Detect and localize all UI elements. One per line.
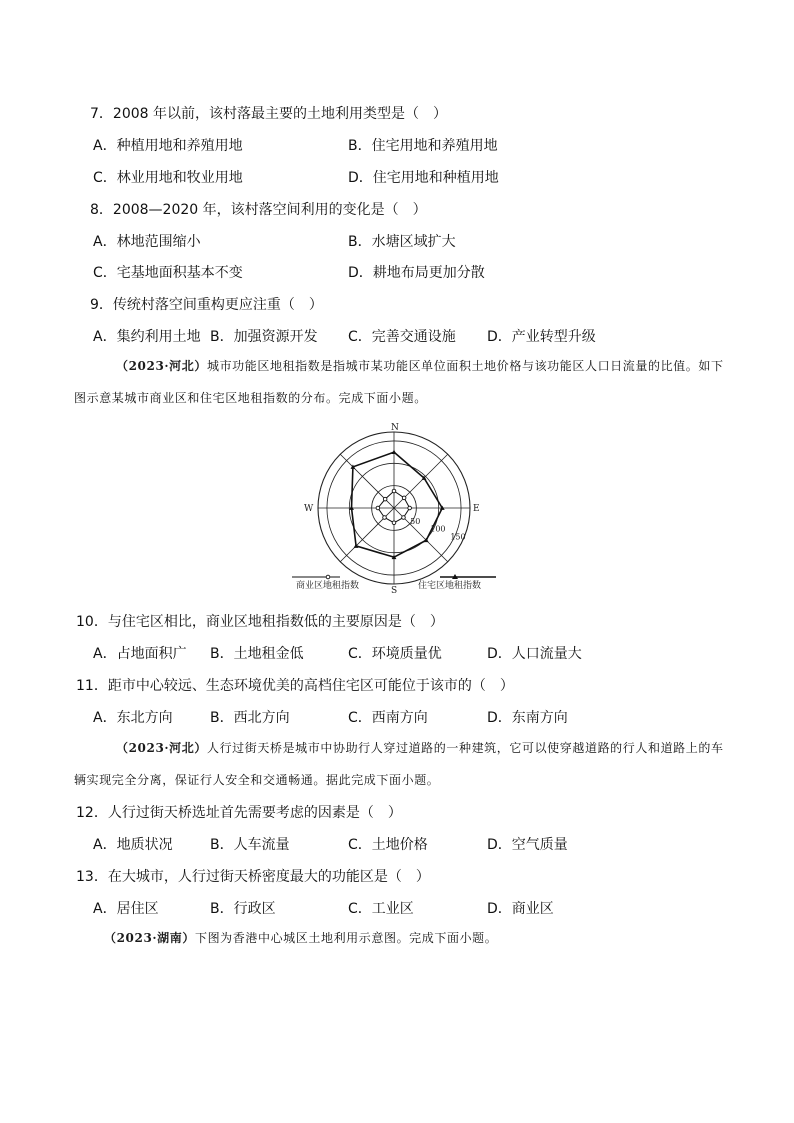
- q13-option-c[interactable]: C．工业区: [348, 901, 414, 917]
- intro-3-source: （2023·湖南）: [104, 931, 195, 945]
- radar-direction-n: N: [391, 423, 399, 433]
- q13-option-a[interactable]: A．居住区: [93, 901, 159, 917]
- question-9-stem: 9．传统村落空间重构更应注重（ ）: [90, 297, 323, 313]
- q7-option-b[interactable]: B．住宅用地和养殖用地: [348, 138, 498, 154]
- question-12-stem: 12．人行过街天桥选址首先需要考虑的因素是（ ）: [76, 805, 402, 821]
- q13-option-d[interactable]: D．商业区: [487, 901, 554, 917]
- q10-option-a[interactable]: A．占地面积广: [93, 646, 187, 662]
- q13-option-b[interactable]: B．行政区: [210, 901, 276, 917]
- material-intro-1: [74, 350, 724, 414]
- radar-ring-label-100: 100: [430, 524, 446, 534]
- intro-1-source: （2023·河北）: [116, 359, 207, 373]
- series-1-point-ne: [402, 496, 406, 500]
- q11-option-c[interactable]: C．西南方向: [348, 710, 428, 726]
- q11-option-b[interactable]: B．西北方向: [210, 710, 290, 726]
- q9-option-a[interactable]: A．集约利用土地: [93, 329, 201, 345]
- radar-direction-e: E: [473, 504, 480, 514]
- q10-option-c[interactable]: C．环境质量优: [348, 646, 442, 662]
- series-1-point-n: [392, 489, 396, 493]
- radar-ring-label-150: 150: [450, 532, 466, 542]
- q12-option-a[interactable]: A．地质状况: [93, 837, 173, 853]
- series-1-point-nw: [383, 497, 387, 501]
- legend-residential-label: 住宅区地租指数: [418, 581, 482, 591]
- series-1-point-sw: [383, 516, 387, 520]
- q12-option-b[interactable]: B．人车流量: [210, 837, 290, 853]
- q12-option-d[interactable]: D．空气质量: [487, 837, 568, 853]
- q7-option-c[interactable]: C．林业用地和牧业用地: [93, 170, 243, 186]
- radar-direction-s: S: [391, 586, 398, 596]
- q12-option-c[interactable]: C．土地价格: [348, 837, 428, 853]
- intro-2-text: 人行过街天桥是城市中协助行人穿过道路的一种建筑，它可以使穿越道路的行人和道路上的车辆实现完全分离，保证行人安全和交通畅通。据此完成下面小题。: [74, 741, 724, 787]
- series-1-point-se: [402, 516, 406, 520]
- land-rent-radar-chart: [290, 420, 506, 596]
- intro-2-source: （2023·河北）: [116, 741, 207, 755]
- q11-option-d[interactable]: D．东南方向: [487, 710, 568, 726]
- q11-option-a[interactable]: A．东北方向: [93, 710, 173, 726]
- material-intro-3: [104, 922, 754, 954]
- legend-commercial-marker: [326, 575, 330, 579]
- question-10-stem: 10．与住宅区相比，商业区地租指数低的主要原因是（ ）: [76, 614, 444, 630]
- intro-1-text: 城市功能区地租指数是指城市某功能区单位面积土地价格与该功能区人口日流量的比值。如下图示意某城市商业区和住宅区地租指数的分布。完成下面小题。: [74, 359, 724, 405]
- q9-option-b[interactable]: B．加强资源开发: [210, 329, 318, 345]
- q8-option-c[interactable]: C．宅基地面积基本不变: [93, 265, 243, 281]
- question-11-stem: 11．距市中心较远、生态环境优美的高档住宅区可能位于该市的（ ）: [76, 678, 514, 694]
- radar-direction-w: W: [304, 504, 314, 514]
- legend-commercial-label: 商业区地租指数: [296, 581, 360, 591]
- q8-option-b[interactable]: B．水塘区域扩大: [348, 234, 456, 250]
- q9-option-c[interactable]: C．完善交通设施: [348, 329, 456, 345]
- q9-option-d[interactable]: D．产业转型升级: [487, 329, 596, 345]
- q10-option-d[interactable]: D．人口流量大: [487, 646, 582, 662]
- series-1-point-s: [392, 521, 396, 525]
- series-1-point-w: [376, 506, 380, 510]
- material-intro-2: [74, 732, 724, 796]
- q10-option-b[interactable]: B．土地租金低: [210, 646, 304, 662]
- series-1-point-e: [408, 506, 412, 510]
- radar-ring-label-50: 50: [410, 516, 421, 526]
- q8-option-a[interactable]: A．林地范围缩小: [93, 234, 201, 250]
- q8-option-d[interactable]: D．耕地布局更加分散: [348, 265, 485, 281]
- intro-3-text: 下图为香港中心城区土地利用示意图。完成下面小题。: [194, 931, 498, 945]
- q7-option-a[interactable]: A．种植用地和养殖用地: [93, 138, 243, 154]
- question-7-stem: 7．2008 年以前，该村落最主要的土地利用类型是（ ）: [90, 106, 447, 122]
- question-8-stem: 8．2008—2020 年，该村落空间利用的变化是（ ）: [90, 202, 427, 218]
- question-13-stem: 13．在大城市，人行过街天桥密度最大的功能区是（ ）: [76, 869, 430, 885]
- radar-spoke-ne: [394, 454, 448, 508]
- q7-option-d[interactable]: D．住宅用地和种植用地: [348, 170, 499, 186]
